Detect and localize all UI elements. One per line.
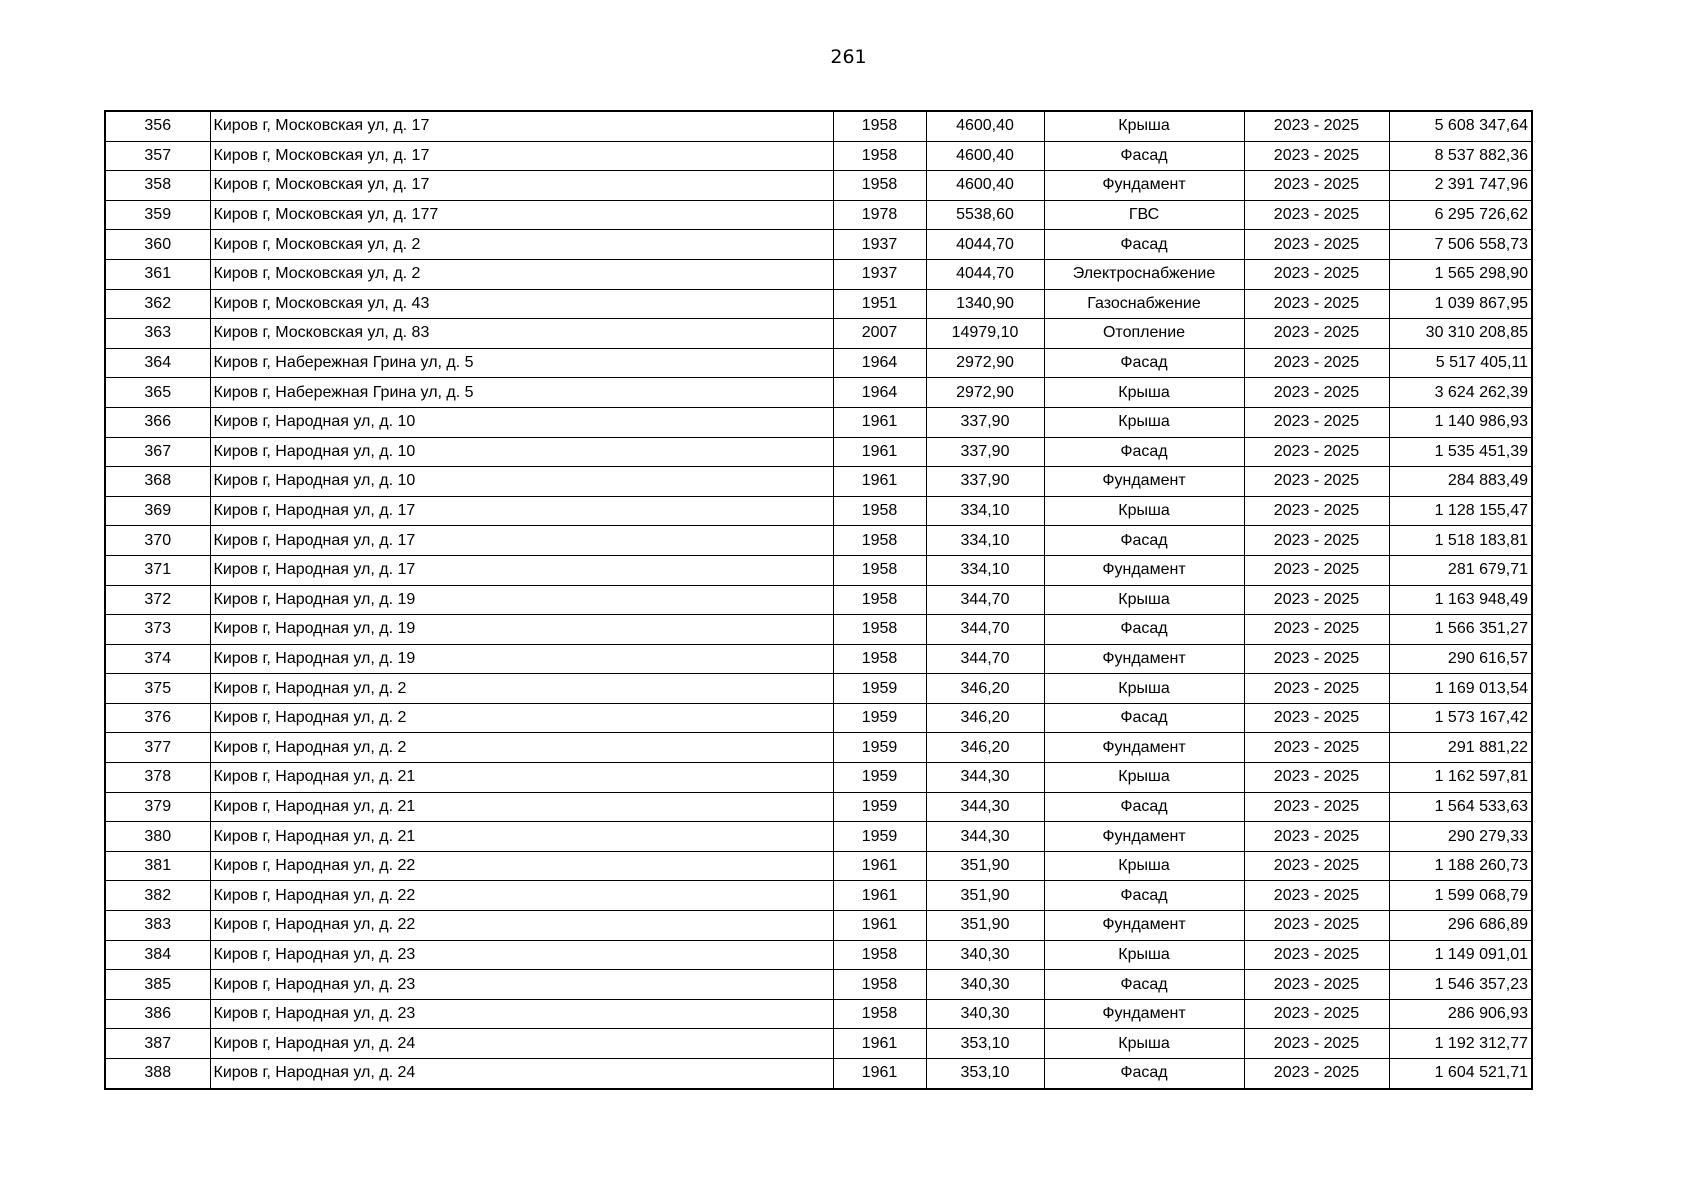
- work-type-cell: Фасад: [1044, 615, 1244, 645]
- work-type-cell: Крыша: [1044, 674, 1244, 704]
- work-type-cell: Фундамент: [1044, 822, 1244, 852]
- repair-schedule-table: [104, 110, 1533, 1090]
- work-type-cell: Фундамент: [1044, 733, 1244, 763]
- cost-cell: 3 624 262,39: [1389, 378, 1532, 408]
- area-cell: 337,90: [926, 437, 1044, 467]
- cost-cell: 1 564 533,63: [1389, 792, 1532, 822]
- cost-cell: 2 391 747,96: [1389, 171, 1532, 201]
- period-cell: 2023 - 2025: [1244, 289, 1389, 319]
- address-cell: Киров г, Народная ул, д. 22: [210, 911, 833, 941]
- work-type-cell: Фасад: [1044, 437, 1244, 467]
- table-row: [105, 378, 1532, 408]
- year-built-cell: 1961: [833, 881, 926, 911]
- cost-cell: 1 192 312,77: [1389, 1029, 1532, 1059]
- period-cell: 2023 - 2025: [1244, 230, 1389, 260]
- work-type-cell: Фасад: [1044, 970, 1244, 1000]
- address-cell: Киров г, Народная ул, д. 17: [210, 526, 833, 556]
- work-type-cell: Электроснабжение: [1044, 259, 1244, 289]
- area-cell: 2972,90: [926, 348, 1044, 378]
- table-row: [105, 940, 1532, 970]
- period-cell: 2023 - 2025: [1244, 348, 1389, 378]
- cost-cell: 6 295 726,62: [1389, 200, 1532, 230]
- year-built-cell: 1959: [833, 674, 926, 704]
- address-cell: Киров г, Московская ул, д. 17: [210, 141, 833, 171]
- year-built-cell: 2007: [833, 319, 926, 349]
- area-cell: 344,30: [926, 822, 1044, 852]
- cost-cell: 1 518 183,81: [1389, 526, 1532, 556]
- table-row: [105, 703, 1532, 733]
- table-row: [105, 171, 1532, 201]
- period-cell: 2023 - 2025: [1244, 674, 1389, 704]
- row-number-cell: 376: [105, 703, 210, 733]
- area-cell: 4600,40: [926, 141, 1044, 171]
- address-cell: Киров г, Народная ул, д. 24: [210, 1059, 833, 1089]
- area-cell: 346,20: [926, 733, 1044, 763]
- year-built-cell: 1961: [833, 911, 926, 941]
- address-cell: Киров г, Народная ул, д. 17: [210, 496, 833, 526]
- area-cell: 353,10: [926, 1059, 1044, 1089]
- row-number-cell: 366: [105, 407, 210, 437]
- work-type-cell: Крыша: [1044, 378, 1244, 408]
- cost-cell: 1 128 155,47: [1389, 496, 1532, 526]
- address-cell: Киров г, Народная ул, д. 10: [210, 407, 833, 437]
- period-cell: 2023 - 2025: [1244, 615, 1389, 645]
- year-built-cell: 1958: [833, 970, 926, 1000]
- period-cell: 2023 - 2025: [1244, 911, 1389, 941]
- period-cell: 2023 - 2025: [1244, 111, 1389, 141]
- area-cell: 4600,40: [926, 171, 1044, 201]
- address-cell: Киров г, Народная ул, д. 21: [210, 792, 833, 822]
- area-cell: 340,30: [926, 999, 1044, 1029]
- work-type-cell: Крыша: [1044, 1029, 1244, 1059]
- table-row: [105, 230, 1532, 260]
- work-type-cell: Фундамент: [1044, 644, 1244, 674]
- address-cell: Киров г, Народная ул, д. 24: [210, 1029, 833, 1059]
- area-cell: 14979,10: [926, 319, 1044, 349]
- cost-cell: 1 039 867,95: [1389, 289, 1532, 319]
- year-built-cell: 1959: [833, 733, 926, 763]
- work-type-cell: Фундамент: [1044, 911, 1244, 941]
- year-built-cell: 1959: [833, 792, 926, 822]
- row-number-cell: 379: [105, 792, 210, 822]
- period-cell: 2023 - 2025: [1244, 970, 1389, 1000]
- year-built-cell: 1961: [833, 467, 926, 497]
- row-number-cell: 387: [105, 1029, 210, 1059]
- year-built-cell: 1959: [833, 763, 926, 793]
- row-number-cell: 373: [105, 615, 210, 645]
- area-cell: 351,90: [926, 851, 1044, 881]
- table-row: [105, 496, 1532, 526]
- work-type-cell: Фасад: [1044, 348, 1244, 378]
- work-type-cell: Отопление: [1044, 319, 1244, 349]
- year-built-cell: 1961: [833, 1059, 926, 1089]
- address-cell: Киров г, Народная ул, д. 10: [210, 467, 833, 497]
- table-row: [105, 674, 1532, 704]
- period-cell: 2023 - 2025: [1244, 555, 1389, 585]
- address-cell: Киров г, Народная ул, д. 2: [210, 703, 833, 733]
- address-cell: Киров г, Народная ул, д. 23: [210, 999, 833, 1029]
- row-number-cell: 382: [105, 881, 210, 911]
- table-row: [105, 526, 1532, 556]
- cost-cell: 286 906,93: [1389, 999, 1532, 1029]
- year-built-cell: 1961: [833, 851, 926, 881]
- year-built-cell: 1958: [833, 999, 926, 1029]
- row-number-cell: 381: [105, 851, 210, 881]
- period-cell: 2023 - 2025: [1244, 141, 1389, 171]
- area-cell: 344,30: [926, 763, 1044, 793]
- table-row: [105, 141, 1532, 171]
- cost-cell: 1 169 013,54: [1389, 674, 1532, 704]
- cost-cell: 1 565 298,90: [1389, 259, 1532, 289]
- table-row: [105, 1059, 1532, 1089]
- row-number-cell: 384: [105, 940, 210, 970]
- address-cell: Киров г, Народная ул, д. 2: [210, 733, 833, 763]
- work-type-cell: Крыша: [1044, 851, 1244, 881]
- row-number-cell: 386: [105, 999, 210, 1029]
- year-built-cell: 1958: [833, 496, 926, 526]
- work-type-cell: ГВС: [1044, 200, 1244, 230]
- cost-cell: 1 149 091,01: [1389, 940, 1532, 970]
- period-cell: 2023 - 2025: [1244, 407, 1389, 437]
- period-cell: 2023 - 2025: [1244, 940, 1389, 970]
- table-row: [105, 970, 1532, 1000]
- row-number-cell: 359: [105, 200, 210, 230]
- table-row: [105, 851, 1532, 881]
- table-row: [105, 733, 1532, 763]
- work-type-cell: Фасад: [1044, 1059, 1244, 1089]
- cost-cell: 1 163 948,49: [1389, 585, 1532, 615]
- page-number: 261: [830, 46, 867, 68]
- work-type-cell: Фасад: [1044, 703, 1244, 733]
- year-built-cell: 1964: [833, 348, 926, 378]
- row-number-cell: 378: [105, 763, 210, 793]
- work-type-cell: Крыша: [1044, 763, 1244, 793]
- table-row: [105, 289, 1532, 319]
- row-number-cell: 383: [105, 911, 210, 941]
- year-built-cell: 1958: [833, 585, 926, 615]
- year-built-cell: 1958: [833, 555, 926, 585]
- cost-cell: 1 535 451,39: [1389, 437, 1532, 467]
- area-cell: 353,10: [926, 1029, 1044, 1059]
- area-cell: 351,90: [926, 881, 1044, 911]
- address-cell: Киров г, Московская ул, д. 83: [210, 319, 833, 349]
- row-number-cell: 369: [105, 496, 210, 526]
- area-cell: 1340,90: [926, 289, 1044, 319]
- area-cell: 334,10: [926, 496, 1044, 526]
- year-built-cell: 1958: [833, 141, 926, 171]
- area-cell: 340,30: [926, 970, 1044, 1000]
- row-number-cell: 374: [105, 644, 210, 674]
- cost-cell: 1 604 521,71: [1389, 1059, 1532, 1089]
- year-built-cell: 1961: [833, 437, 926, 467]
- row-number-cell: 388: [105, 1059, 210, 1089]
- period-cell: 2023 - 2025: [1244, 881, 1389, 911]
- area-cell: 344,70: [926, 615, 1044, 645]
- area-cell: 346,20: [926, 703, 1044, 733]
- address-cell: Киров г, Народная ул, д. 2: [210, 674, 833, 704]
- period-cell: 2023 - 2025: [1244, 526, 1389, 556]
- table-row: [105, 555, 1532, 585]
- address-cell: Киров г, Народная ул, д. 21: [210, 822, 833, 852]
- address-cell: Киров г, Народная ул, д. 22: [210, 881, 833, 911]
- table-row: [105, 644, 1532, 674]
- cost-cell: 1 566 351,27: [1389, 615, 1532, 645]
- area-cell: 344,70: [926, 585, 1044, 615]
- year-built-cell: 1959: [833, 822, 926, 852]
- address-cell: Киров г, Московская ул, д. 17: [210, 171, 833, 201]
- cost-cell: 281 679,71: [1389, 555, 1532, 585]
- table-row: [105, 437, 1532, 467]
- period-cell: 2023 - 2025: [1244, 733, 1389, 763]
- address-cell: Киров г, Московская ул, д. 177: [210, 200, 833, 230]
- period-cell: 2023 - 2025: [1244, 467, 1389, 497]
- period-cell: 2023 - 2025: [1244, 437, 1389, 467]
- table-row: [105, 111, 1532, 141]
- cost-cell: 1 546 357,23: [1389, 970, 1532, 1000]
- row-number-cell: 367: [105, 437, 210, 467]
- address-cell: Киров г, Набережная Грина ул, д. 5: [210, 348, 833, 378]
- area-cell: 334,10: [926, 555, 1044, 585]
- period-cell: 2023 - 2025: [1244, 851, 1389, 881]
- area-cell: 344,30: [926, 792, 1044, 822]
- area-cell: 340,30: [926, 940, 1044, 970]
- cost-cell: 290 279,33: [1389, 822, 1532, 852]
- table-row: [105, 348, 1532, 378]
- work-type-cell: Фасад: [1044, 792, 1244, 822]
- area-cell: 4600,40: [926, 111, 1044, 141]
- row-number-cell: 370: [105, 526, 210, 556]
- period-cell: 2023 - 2025: [1244, 496, 1389, 526]
- cost-cell: 1 140 986,93: [1389, 407, 1532, 437]
- table-row: [105, 999, 1532, 1029]
- address-cell: Киров г, Набережная Грина ул, д. 5: [210, 378, 833, 408]
- year-built-cell: 1961: [833, 1029, 926, 1059]
- area-cell: 5538,60: [926, 200, 1044, 230]
- period-cell: 2023 - 2025: [1244, 822, 1389, 852]
- address-cell: Киров г, Народная ул, д. 17: [210, 555, 833, 585]
- row-number-cell: 372: [105, 585, 210, 615]
- period-cell: 2023 - 2025: [1244, 1029, 1389, 1059]
- table-row: [105, 407, 1532, 437]
- table-row: [105, 792, 1532, 822]
- cost-cell: 1 599 068,79: [1389, 881, 1532, 911]
- work-type-cell: Фундамент: [1044, 171, 1244, 201]
- address-cell: Киров г, Московская ул, д. 2: [210, 259, 833, 289]
- row-number-cell: 361: [105, 259, 210, 289]
- work-type-cell: Фасад: [1044, 881, 1244, 911]
- period-cell: 2023 - 2025: [1244, 259, 1389, 289]
- year-built-cell: 1958: [833, 111, 926, 141]
- table-row: [105, 615, 1532, 645]
- period-cell: 2023 - 2025: [1244, 378, 1389, 408]
- row-number-cell: 358: [105, 171, 210, 201]
- work-type-cell: Фундамент: [1044, 467, 1244, 497]
- cost-cell: 291 881,22: [1389, 733, 1532, 763]
- work-type-cell: Фундамент: [1044, 555, 1244, 585]
- year-built-cell: 1958: [833, 940, 926, 970]
- address-cell: Киров г, Народная ул, д. 22: [210, 851, 833, 881]
- year-built-cell: 1937: [833, 259, 926, 289]
- table-row: [105, 585, 1532, 615]
- cost-cell: 7 506 558,73: [1389, 230, 1532, 260]
- cost-cell: 284 883,49: [1389, 467, 1532, 497]
- work-type-cell: Крыша: [1044, 585, 1244, 615]
- row-number-cell: 363: [105, 319, 210, 349]
- area-cell: 346,20: [926, 674, 1044, 704]
- row-number-cell: 360: [105, 230, 210, 260]
- row-number-cell: 364: [105, 348, 210, 378]
- area-cell: 4044,70: [926, 259, 1044, 289]
- row-number-cell: 365: [105, 378, 210, 408]
- address-cell: Киров г, Московская ул, д. 2: [210, 230, 833, 260]
- year-built-cell: 1958: [833, 615, 926, 645]
- table-row: [105, 200, 1532, 230]
- cost-cell: 8 537 882,36: [1389, 141, 1532, 171]
- cost-cell: 290 616,57: [1389, 644, 1532, 674]
- row-number-cell: 375: [105, 674, 210, 704]
- table-body: [105, 111, 1532, 1089]
- cost-cell: 5 517 405,11: [1389, 348, 1532, 378]
- row-number-cell: 357: [105, 141, 210, 171]
- year-built-cell: 1958: [833, 526, 926, 556]
- address-cell: Киров г, Народная ул, д. 19: [210, 615, 833, 645]
- address-cell: Киров г, Народная ул, д. 23: [210, 970, 833, 1000]
- address-cell: Киров г, Московская ул, д. 43: [210, 289, 833, 319]
- area-cell: 337,90: [926, 467, 1044, 497]
- row-number-cell: 385: [105, 970, 210, 1000]
- address-cell: Киров г, Народная ул, д. 10: [210, 437, 833, 467]
- table-row: [105, 1029, 1532, 1059]
- row-number-cell: 380: [105, 822, 210, 852]
- year-built-cell: 1937: [833, 230, 926, 260]
- area-cell: 337,90: [926, 407, 1044, 437]
- cost-cell: 1 162 597,81: [1389, 763, 1532, 793]
- period-cell: 2023 - 2025: [1244, 792, 1389, 822]
- period-cell: 2023 - 2025: [1244, 585, 1389, 615]
- area-cell: 344,70: [926, 644, 1044, 674]
- period-cell: 2023 - 2025: [1244, 999, 1389, 1029]
- period-cell: 2023 - 2025: [1244, 171, 1389, 201]
- period-cell: 2023 - 2025: [1244, 1059, 1389, 1089]
- table-row: [105, 259, 1532, 289]
- period-cell: 2023 - 2025: [1244, 319, 1389, 349]
- period-cell: 2023 - 2025: [1244, 200, 1389, 230]
- cost-cell: 1 188 260,73: [1389, 851, 1532, 881]
- work-type-cell: Крыша: [1044, 496, 1244, 526]
- row-number-cell: 368: [105, 467, 210, 497]
- table-row: [105, 319, 1532, 349]
- year-built-cell: 1964: [833, 378, 926, 408]
- table-row: [105, 763, 1532, 793]
- period-cell: 2023 - 2025: [1244, 763, 1389, 793]
- table-row: [105, 822, 1532, 852]
- address-cell: Киров г, Московская ул, д. 17: [210, 111, 833, 141]
- work-type-cell: Фундамент: [1044, 999, 1244, 1029]
- work-type-cell: Крыша: [1044, 407, 1244, 437]
- year-built-cell: 1958: [833, 171, 926, 201]
- work-type-cell: Фасад: [1044, 526, 1244, 556]
- year-built-cell: 1978: [833, 200, 926, 230]
- row-number-cell: 356: [105, 111, 210, 141]
- address-cell: Киров г, Народная ул, д. 19: [210, 585, 833, 615]
- area-cell: 4044,70: [926, 230, 1044, 260]
- year-built-cell: 1961: [833, 407, 926, 437]
- address-cell: Киров г, Народная ул, д. 19: [210, 644, 833, 674]
- area-cell: 351,90: [926, 911, 1044, 941]
- cost-cell: 5 608 347,64: [1389, 111, 1532, 141]
- cost-cell: 296 686,89: [1389, 911, 1532, 941]
- work-type-cell: Крыша: [1044, 111, 1244, 141]
- year-built-cell: 1951: [833, 289, 926, 319]
- area-cell: 334,10: [926, 526, 1044, 556]
- table-row: [105, 881, 1532, 911]
- work-type-cell: Фасад: [1044, 141, 1244, 171]
- address-cell: Киров г, Народная ул, д. 23: [210, 940, 833, 970]
- period-cell: 2023 - 2025: [1244, 703, 1389, 733]
- table-row: [105, 467, 1532, 497]
- period-cell: 2023 - 2025: [1244, 644, 1389, 674]
- area-cell: 2972,90: [926, 378, 1044, 408]
- year-built-cell: 1959: [833, 703, 926, 733]
- row-number-cell: 371: [105, 555, 210, 585]
- table-row: [105, 911, 1532, 941]
- row-number-cell: 377: [105, 733, 210, 763]
- work-type-cell: Фасад: [1044, 230, 1244, 260]
- year-built-cell: 1958: [833, 644, 926, 674]
- work-type-cell: Газоснабжение: [1044, 289, 1244, 319]
- cost-cell: 1 573 167,42: [1389, 703, 1532, 733]
- row-number-cell: 362: [105, 289, 210, 319]
- cost-cell: 30 310 208,85: [1389, 319, 1532, 349]
- work-type-cell: Крыша: [1044, 940, 1244, 970]
- address-cell: Киров г, Народная ул, д. 21: [210, 763, 833, 793]
